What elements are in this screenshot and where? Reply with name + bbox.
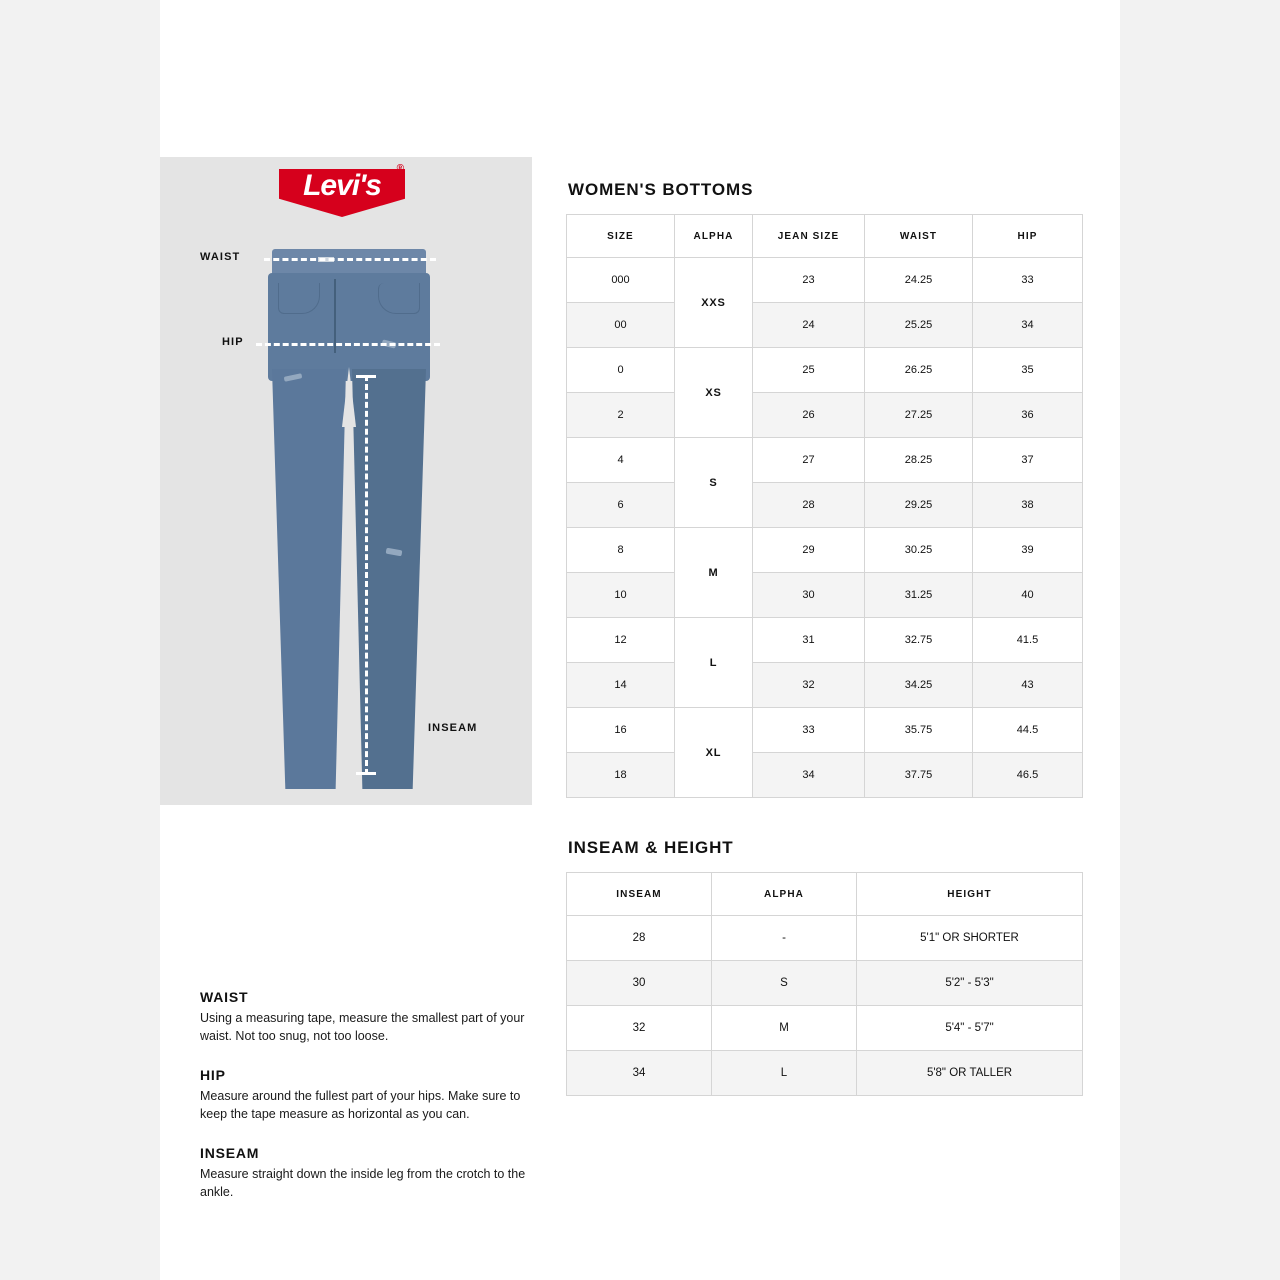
cell-hip: 39: [973, 528, 1083, 573]
cell-alpha: S: [675, 438, 753, 528]
col-hip: HIP: [973, 215, 1083, 258]
cell-hip: 33: [973, 258, 1083, 303]
cell-jean-size: 32: [753, 663, 865, 708]
cell-alpha: S: [712, 961, 857, 1006]
cell-jean-size: 30: [753, 573, 865, 618]
hip-measure-line: [256, 343, 440, 346]
cell-height: 5'1" OR SHORTER: [857, 916, 1083, 961]
col-jean-size: JEAN SIZE: [753, 215, 865, 258]
table-row: [567, 618, 1083, 663]
cell-hip: 35: [973, 348, 1083, 393]
table-header-row: [567, 873, 1083, 916]
cell-hip: 37: [973, 438, 1083, 483]
cell-waist: 29.25: [865, 483, 973, 528]
cell-height: 5'8" OR TALLER: [857, 1051, 1083, 1096]
cell-size: 2: [567, 393, 675, 438]
jeans-leg-right: [352, 369, 426, 789]
cell-alpha: XS: [675, 348, 753, 438]
levis-logo: [279, 161, 405, 217]
how-to-measure-inseam-title: INSEAM: [200, 1145, 260, 1161]
waist-label: WAIST: [200, 251, 241, 263]
cell-jean-size: 24: [753, 303, 865, 348]
cell-waist: 27.25: [865, 393, 973, 438]
col-alpha: ALPHA: [675, 215, 753, 258]
right-column: [566, 180, 1088, 1096]
cell-size: 16: [567, 708, 675, 753]
cell-hip: 36: [973, 393, 1083, 438]
cell-jean-size: 29: [753, 528, 865, 573]
table-row: [567, 483, 1083, 528]
cell-waist: 31.25: [865, 573, 973, 618]
how-to-measure-inseam-body: Measure straight down the inside leg from the crotch to the ankle.: [200, 1167, 526, 1199]
cell-alpha: -: [712, 916, 857, 961]
cell-size: 14: [567, 663, 675, 708]
cell-alpha: L: [675, 618, 753, 708]
cell-size: 8: [567, 528, 675, 573]
how-to-measure-hip-title: HIP: [200, 1067, 226, 1083]
cell-hip: 46.5: [973, 753, 1083, 798]
cell-size: 6: [567, 483, 675, 528]
cell-inseam: 30: [567, 961, 712, 1006]
col-waist: WAIST: [865, 215, 973, 258]
waist-measure-line: [264, 258, 436, 261]
inseam-height-table: [566, 872, 1083, 1096]
cell-size: 18: [567, 753, 675, 798]
cell-height: 5'4" - 5'7": [857, 1006, 1083, 1051]
cell-waist: 30.25: [865, 528, 973, 573]
cell-size: 4: [567, 438, 675, 483]
jeans-diagram-panel: [160, 157, 532, 805]
cell-waist: 37.75: [865, 753, 973, 798]
cell-alpha: XL: [675, 708, 753, 798]
col-alpha: ALPHA: [712, 873, 857, 916]
cell-jean-size: 34: [753, 753, 865, 798]
table-row: [567, 1051, 1083, 1096]
cell-waist: 34.25: [865, 663, 973, 708]
jeans-leg-left: [272, 369, 346, 789]
col-inseam: INSEAM: [567, 873, 712, 916]
table-row: [567, 663, 1083, 708]
inseam-height-title: INSEAM & HEIGHT: [568, 838, 734, 857]
cell-jean-size: 23: [753, 258, 865, 303]
cell-jean-size: 26: [753, 393, 865, 438]
cell-inseam: 34: [567, 1051, 712, 1096]
womens-bottoms-title: WOMEN'S BOTTOMS: [568, 180, 754, 199]
cell-height: 5'2" - 5'3": [857, 961, 1083, 1006]
cell-hip: 34: [973, 303, 1083, 348]
cell-size: 12: [567, 618, 675, 663]
table-header-row: [567, 215, 1083, 258]
table-row: [567, 1006, 1083, 1051]
how-to-measure-waist-body: Using a measuring tape, measure the smallest part of your waist. Not too snug, not too loose.: [200, 1011, 525, 1043]
table-row: [567, 573, 1083, 618]
cell-size: 000: [567, 258, 675, 303]
cell-inseam: 32: [567, 1006, 712, 1051]
registered-mark-icon: ®: [396, 163, 404, 174]
inseam-height-section: [566, 838, 1088, 1096]
cell-hip: 38: [973, 483, 1083, 528]
cell-jean-size: 28: [753, 483, 865, 528]
cell-waist: 28.25: [865, 438, 973, 483]
table-row: [567, 258, 1083, 303]
cell-alpha: M: [675, 528, 753, 618]
cell-waist: 24.25: [865, 258, 973, 303]
inseam-label: INSEAM: [428, 722, 478, 734]
cell-jean-size: 27: [753, 438, 865, 483]
table-row: [567, 303, 1083, 348]
cell-hip: 40: [973, 573, 1083, 618]
cell-waist: 25.25: [865, 303, 973, 348]
table-row: [567, 916, 1083, 961]
jeans-illustration: [256, 249, 442, 789]
cell-hip: 43: [973, 663, 1083, 708]
table-row: [567, 753, 1083, 798]
table-row: [567, 961, 1083, 1006]
table-row: [567, 438, 1083, 483]
table-row: [567, 393, 1083, 438]
jeans-fly: [334, 279, 336, 353]
how-to-measure: [200, 989, 540, 1223]
cell-size: 0: [567, 348, 675, 393]
table-row: [567, 528, 1083, 573]
levis-logo-text: Levi's: [303, 169, 381, 202]
jeans-waistband: [272, 249, 426, 275]
jeans-pocket-right: [378, 283, 420, 314]
jeans-pocket-left: [278, 283, 320, 314]
left-column: [160, 157, 532, 1199]
size-chart-page: [160, 0, 1120, 1280]
cell-inseam: 28: [567, 916, 712, 961]
cell-jean-size: 31: [753, 618, 865, 663]
cell-waist: 26.25: [865, 348, 973, 393]
cell-hip: 41.5: [973, 618, 1083, 663]
inseam-measure-line: [365, 375, 368, 775]
cell-size: 10: [567, 573, 675, 618]
cell-alpha: M: [712, 1006, 857, 1051]
hip-label: HIP: [222, 336, 244, 348]
col-height: HEIGHT: [857, 873, 1083, 916]
inseam-bottom-tick: [356, 772, 376, 775]
cell-jean-size: 25: [753, 348, 865, 393]
cell-alpha: L: [712, 1051, 857, 1096]
cell-alpha: XXS: [675, 258, 753, 348]
cell-waist: 32.75: [865, 618, 973, 663]
how-to-measure-hip-body: Measure around the fullest part of your hips. Make sure to keep the tape measure as horizontal as you can.: [200, 1089, 521, 1121]
cell-size: 00: [567, 303, 675, 348]
womens-bottoms-table: [566, 214, 1083, 798]
cell-jean-size: 33: [753, 708, 865, 753]
table-row: [567, 708, 1083, 753]
cell-hip: 44.5: [973, 708, 1083, 753]
cell-waist: 35.75: [865, 708, 973, 753]
col-size: SIZE: [567, 215, 675, 258]
table-row: [567, 348, 1083, 393]
how-to-measure-waist-title: WAIST: [200, 989, 249, 1005]
